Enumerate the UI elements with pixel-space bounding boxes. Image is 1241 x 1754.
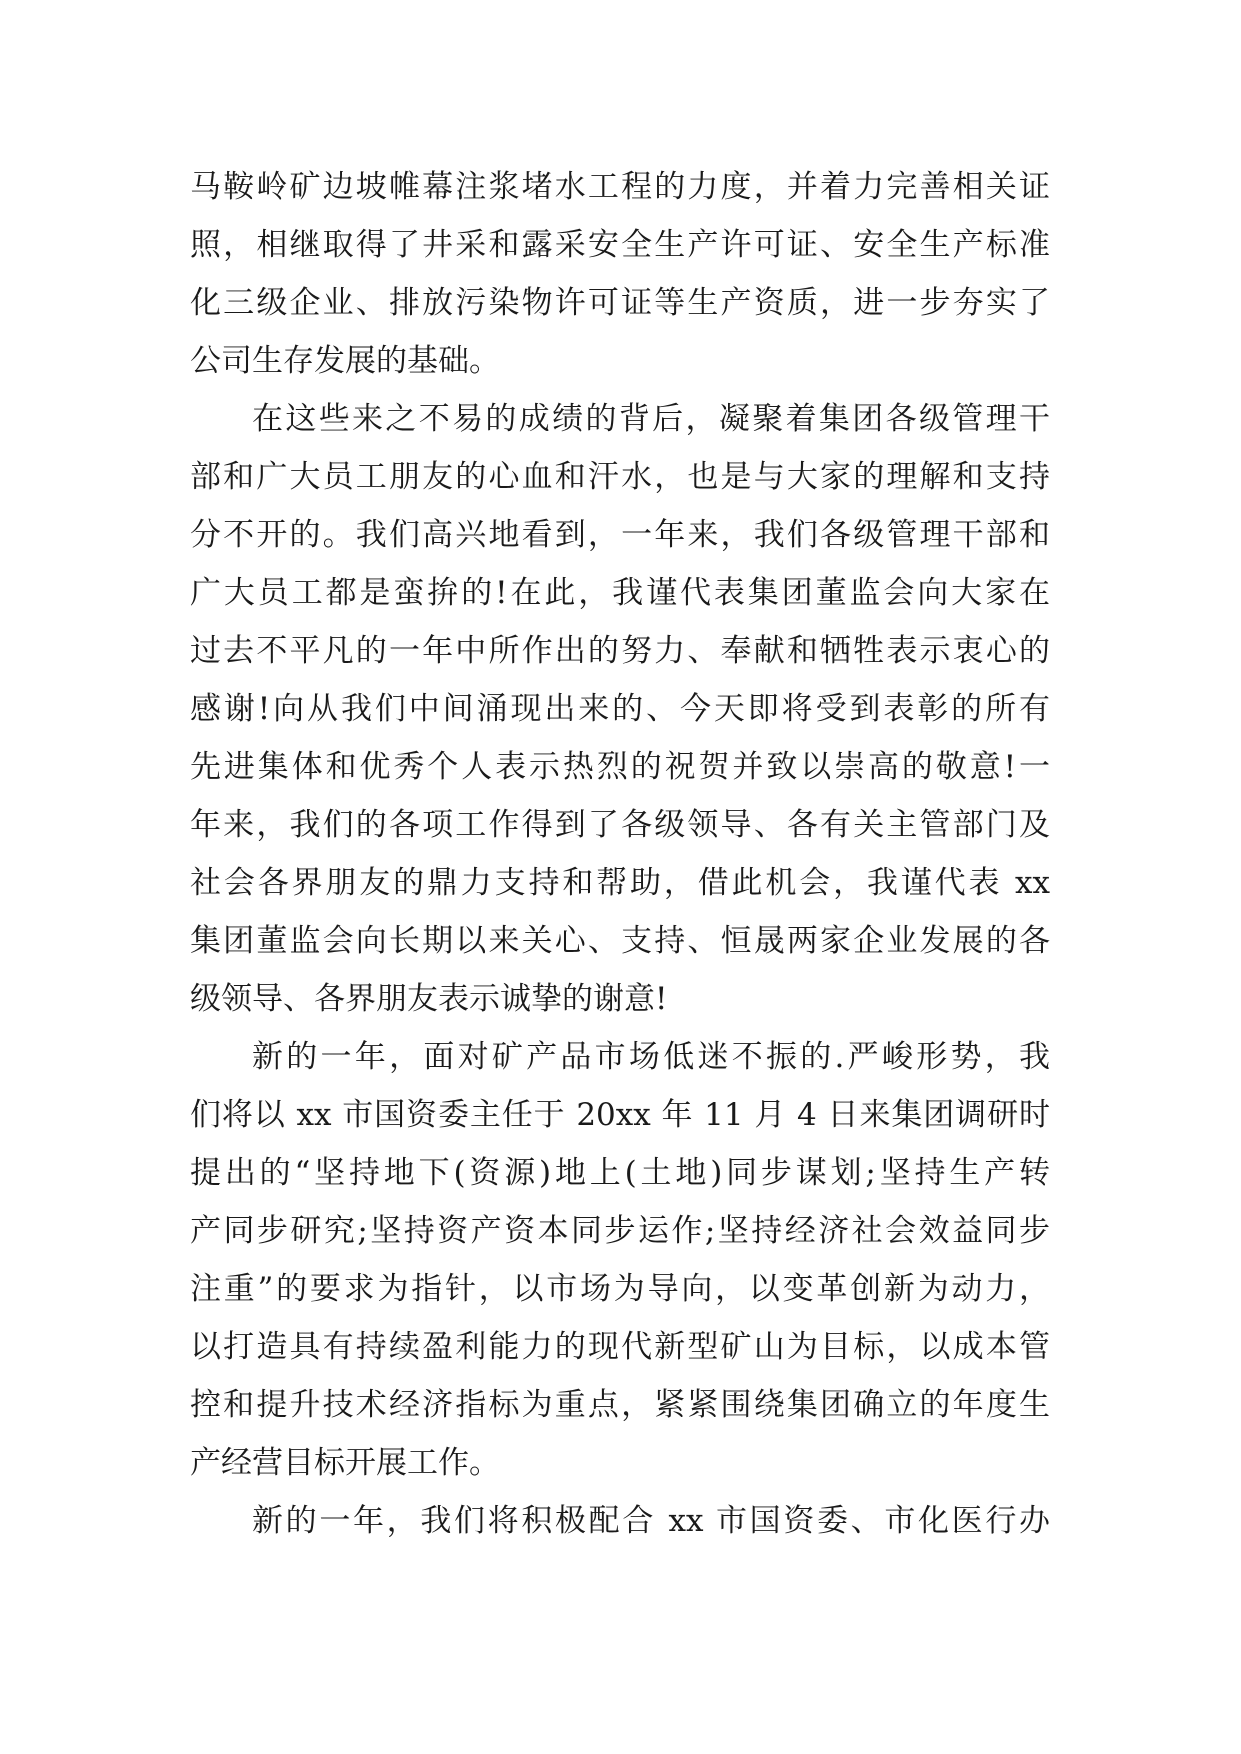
text-line: 们将以 xx 市国资委主任于 20xx 年 11 月 4 日来集团调研时: [190, 1097, 1050, 1133]
text-line: 在这些来之不易的成绩的背后，凝聚着集团各级管理干: [252, 401, 1050, 437]
paragraph-2: [190, 390, 1050, 1028]
text-line: 先进集体和优秀个人表示热烈的祝贺并致以崇高的敬意!一: [190, 749, 1050, 785]
text-line: 分不开的。我们高兴地看到，一年来，我们各级管理干部和: [190, 517, 1050, 553]
document-body: [190, 158, 1050, 1550]
text-line: 马鞍岭矿边坡帷幕注浆堵水工程的力度，并着力完善相关证: [190, 169, 1050, 205]
text-line: 新的一年，我们将积极配合 xx 市国资委、市化医行办: [252, 1503, 1050, 1539]
text-line: 新的一年，面对矿产品市场低迷不振的.严峻形势，我: [252, 1039, 1050, 1075]
text-line: 提出的“坚持地下(资源)地上(土地)同步谋划;坚持生产转: [190, 1155, 1050, 1191]
text-line: 控和提升技术经济指标为重点，紧紧围绕集团确立的年度生: [190, 1387, 1050, 1423]
text-line: 照，相继取得了井采和露采安全生产许可证、安全生产标准: [190, 227, 1050, 263]
text-line: 年来，我们的各项工作得到了各级领导、各有关主管部门及: [190, 807, 1050, 843]
text-line: 产经营目标开展工作。: [190, 1445, 500, 1481]
text-line: 广大员工都是蛮拚的!在此，我谨代表集团董监会向大家在: [190, 575, 1050, 611]
paragraph-3: [190, 1028, 1050, 1492]
text-line: 产同步研究;坚持资产资本同步运作;坚持经济社会效益同步: [190, 1213, 1050, 1249]
paragraph-4: [190, 1492, 1050, 1550]
text-line: 感谢!向从我们中间涌现出来的、今天即将受到表彰的所有: [190, 691, 1050, 727]
text-line: 注重”的要求为指针，以市场为导向，以变革创新为动力，: [190, 1271, 1050, 1307]
text-line: 以打造具有持续盈利能力的现代新型矿山为目标，以成本管: [190, 1329, 1050, 1365]
text-line: 过去不平凡的一年中所作出的努力、奉献和牺牲表示衷心的: [190, 633, 1050, 669]
text-line: 部和广大员工朋友的心血和汗水，也是与大家的理解和支持: [190, 459, 1050, 495]
text-line: 级领导、各界朋友表示诚挚的谢意!: [190, 981, 668, 1017]
text-line: 社会各界朋友的鼎力支持和帮助，借此机会，我谨代表 xx: [190, 865, 1050, 901]
text-line: 化三级企业、排放污染物许可证等生产资质，进一步夯实了: [190, 285, 1050, 321]
text-line: 集团董监会向长期以来关心、支持、恒晟两家企业发展的各: [190, 923, 1050, 959]
text-line: 公司生存发展的基础。: [190, 343, 500, 379]
paragraph-1: [190, 158, 1050, 390]
